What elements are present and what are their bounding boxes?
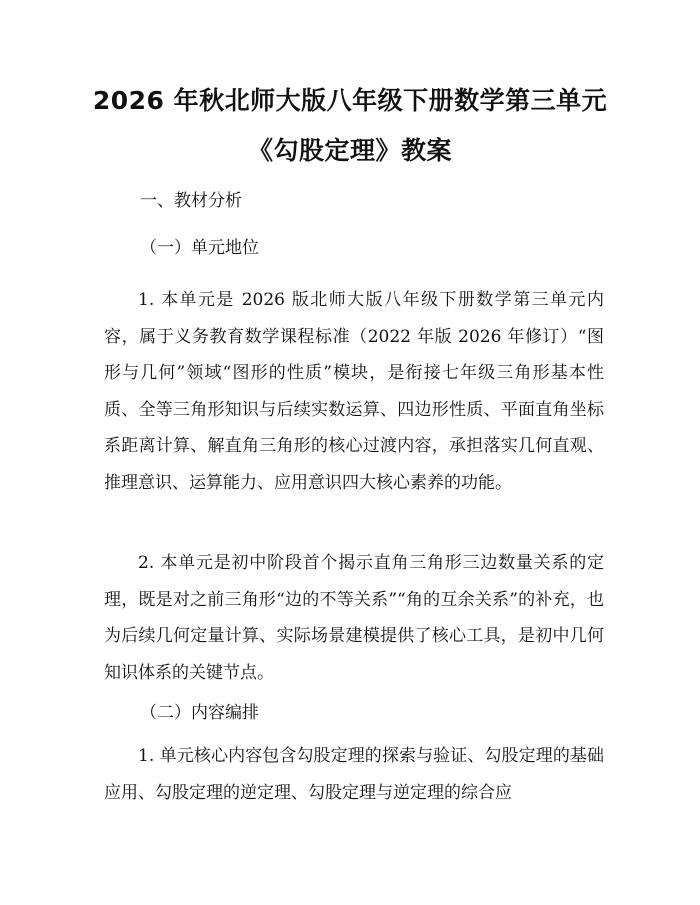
section-heading-textbook-analysis: 一、教材分析 bbox=[140, 191, 242, 211]
subsection-heading-content-arrangement: （二）内容编排 bbox=[140, 703, 259, 723]
paragraph-unit-status-2: 2. 本单元是初中阶段首个揭示直角三角形三边数量关系的定理，既是对之前三角形“边的不等关系”“角的互余关系”的补充，也为后续几何定量计算、实际场景建模提供了核心工具，是初中几何知识体系的关键节点。 bbox=[104, 553, 604, 683]
paragraph-content-arrangement-1: 1. 单元核心内容包含勾股定理的探索与验证、勾股定理的基础应用、勾股定理的逆定理、勾股定理与逆定理的综合应 bbox=[104, 746, 604, 803]
document-title-line-2: 《勾股定理》教案 bbox=[247, 136, 452, 165]
paragraph-unit-status-1: 1. 本单元是 2026 版北师大版八年级下册数学第三单元内容，属于义务教育数学课程标准（2022 年版 2026 年修订）“图形与几何”领域“图形的性质”模块，是衔接七年级三角形基本性质、全等三角形知识与后续实数运算、四边形性质、平面直角坐标系距离计算、解直角三角形的核心过渡内容，承担落实几何直观、推理意识、运算能力、应用意识四大核心素养的功能。 bbox=[104, 290, 604, 493]
subsection-heading-unit-status: （一）单元地位 bbox=[140, 238, 259, 258]
document-title-line-1: 2026 年秋北师大版八年级下册数学第三单元 bbox=[92, 86, 608, 115]
